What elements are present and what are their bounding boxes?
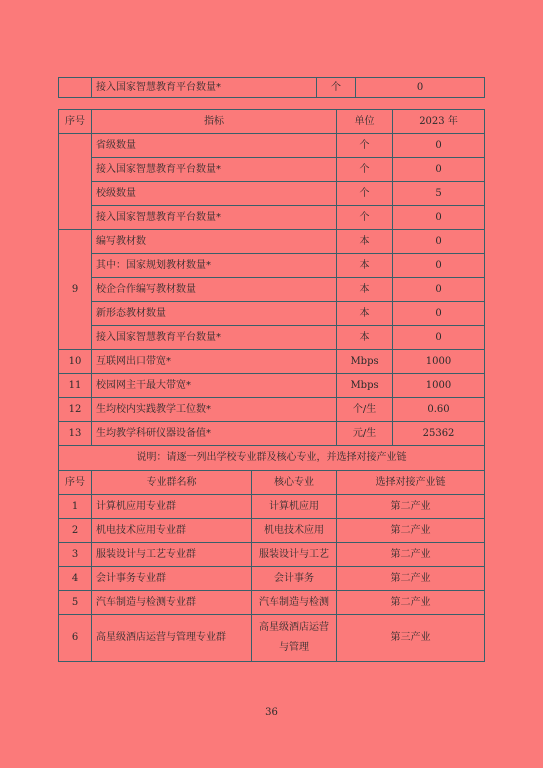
- table-row: [59, 78, 485, 98]
- page-number: 36: [265, 707, 278, 718]
- indicator-cell: 校级数量: [92, 182, 337, 206]
- value-cell: 5: [393, 182, 485, 206]
- seq-cell: 2: [59, 519, 92, 543]
- unit-cell: Mbps: [337, 374, 393, 398]
- value-cell: 0: [393, 158, 485, 182]
- seq-cell: 3: [59, 543, 92, 567]
- year-header: 2023 年: [393, 110, 485, 134]
- top-fragment-table: [58, 77, 485, 98]
- value-cell: 1000: [393, 350, 485, 374]
- unit-cell: 个: [337, 158, 393, 182]
- group-name-header: 专业群名称: [92, 471, 252, 495]
- table-row: [59, 302, 485, 326]
- indicator-cell: 新形态教材数量: [92, 302, 337, 326]
- value-cell: 0: [393, 302, 485, 326]
- value-cell: 25362: [393, 422, 485, 446]
- seq-cell: 6: [59, 615, 92, 662]
- seq-cell: 13: [59, 422, 92, 446]
- seq-cell: 5: [59, 591, 92, 615]
- seq-header: 序号: [59, 110, 92, 134]
- unit-cell: 本: [337, 278, 393, 302]
- table-row: [59, 158, 485, 182]
- indicator-cell: 接入国家智慧教育平台数量*: [92, 326, 337, 350]
- group-name-cell: 机电技术应用专业群: [92, 519, 252, 543]
- table-row: [59, 206, 485, 230]
- seq-cell: 1: [59, 495, 92, 519]
- unit-cell: 个: [337, 206, 393, 230]
- indicator-cell: 其中：国家规划教材数量*: [92, 254, 337, 278]
- unit-cell: 本: [337, 326, 393, 350]
- seq-cell: [59, 134, 92, 230]
- indicator-cell: 互联网出口带宽*: [92, 350, 337, 374]
- table-row: [59, 374, 485, 398]
- indicator-cell: 校园网主干最大带宽*: [92, 374, 337, 398]
- industry-chain-cell: 第二产业: [337, 567, 485, 591]
- note-text: 说明：请逐一列出学校专业群及核心专业，并选择对接产业链: [59, 446, 485, 471]
- core-major-line: 与管理: [279, 642, 310, 653]
- unit-cell: 元/生: [337, 422, 393, 446]
- seq-header: 序号: [59, 471, 92, 495]
- value-cell: 0: [393, 134, 485, 158]
- indicator-cell: 接入国家智慧教育平台数量*: [92, 78, 317, 98]
- core-major-cell: [252, 615, 337, 662]
- unit-cell: 个: [337, 182, 393, 206]
- industry-chain-header: 选择对接产业链: [337, 471, 485, 495]
- indicator-cell: 省级数量: [92, 134, 337, 158]
- table-row: [59, 567, 485, 591]
- group-name-cell: 高星级酒店运营与管理专业群: [92, 615, 252, 662]
- value-cell: 0: [393, 206, 485, 230]
- seq-cell: 11: [59, 374, 92, 398]
- core-major-header: 核心专业: [252, 471, 337, 495]
- table-row: [59, 278, 485, 302]
- value-cell: 0.60: [393, 398, 485, 422]
- indicator-cell: 校企合作编写教材数量: [92, 278, 337, 302]
- table-row: [59, 495, 485, 519]
- value-cell: 1000: [393, 374, 485, 398]
- group-header-row: [59, 471, 485, 495]
- seq-cell: 9: [59, 230, 92, 350]
- table-row: [59, 519, 485, 543]
- indicator-cell: 生均校内实践教学工位数*: [92, 398, 337, 422]
- table-row: [59, 350, 485, 374]
- table-row: [59, 254, 485, 278]
- seq-cell: 4: [59, 567, 92, 591]
- seq-cell: [59, 78, 92, 98]
- table-row: [59, 398, 485, 422]
- unit-cell: 本: [337, 302, 393, 326]
- industry-chain-cell: 第二产业: [337, 543, 485, 567]
- unit-cell: 本: [337, 230, 393, 254]
- indicator-cell: 编写教材数: [92, 230, 337, 254]
- table-row: [59, 615, 485, 662]
- unit-cell: Mbps: [337, 350, 393, 374]
- industry-chain-cell: 第二产业: [337, 591, 485, 615]
- table-row: [59, 134, 485, 158]
- value-cell: 0: [393, 254, 485, 278]
- table-row: [59, 182, 485, 206]
- seq-cell: 10: [59, 350, 92, 374]
- indicators-table: [58, 109, 485, 662]
- core-major-cell: 机电技术应用: [252, 519, 337, 543]
- core-major-cell: 会计事务: [252, 567, 337, 591]
- header-row: [59, 110, 485, 134]
- unit-header: 单位: [337, 110, 393, 134]
- table-row: [59, 591, 485, 615]
- industry-chain-cell: 第三产业: [337, 615, 485, 662]
- table-row: [59, 543, 485, 567]
- core-major-line: 高星级酒店运营: [259, 622, 330, 633]
- indicator-cell: 生均教学科研仪器设备值*: [92, 422, 337, 446]
- core-major-cell: 服装设计与工艺: [252, 543, 337, 567]
- group-name-cell: 会计事务专业群: [92, 567, 252, 591]
- unit-cell: 个: [337, 134, 393, 158]
- unit-cell: 个/生: [337, 398, 393, 422]
- note-row: [59, 446, 485, 471]
- unit-cell: 个: [317, 78, 356, 98]
- unit-cell: 本: [337, 254, 393, 278]
- industry-chain-cell: 第二产业: [337, 519, 485, 543]
- indicator-cell: 接入国家智慧教育平台数量*: [92, 206, 337, 230]
- group-name-cell: 服装设计与工艺专业群: [92, 543, 252, 567]
- value-cell: 0: [356, 78, 485, 98]
- group-name-cell: 汽车制造与检测专业群: [92, 591, 252, 615]
- core-major-cell: 汽车制造与检测: [252, 591, 337, 615]
- core-major-cell: 计算机应用: [252, 495, 337, 519]
- value-cell: 0: [393, 230, 485, 254]
- seq-cell: 12: [59, 398, 92, 422]
- indicator-header: 指标: [92, 110, 337, 134]
- industry-chain-cell: 第二产业: [337, 495, 485, 519]
- value-cell: 0: [393, 326, 485, 350]
- table-row: [59, 326, 485, 350]
- table-row: [59, 230, 485, 254]
- value-cell: 0: [393, 278, 485, 302]
- table-row: [59, 422, 485, 446]
- group-name-cell: 计算机应用专业群: [92, 495, 252, 519]
- indicator-cell: 接入国家智慧教育平台数量*: [92, 158, 337, 182]
